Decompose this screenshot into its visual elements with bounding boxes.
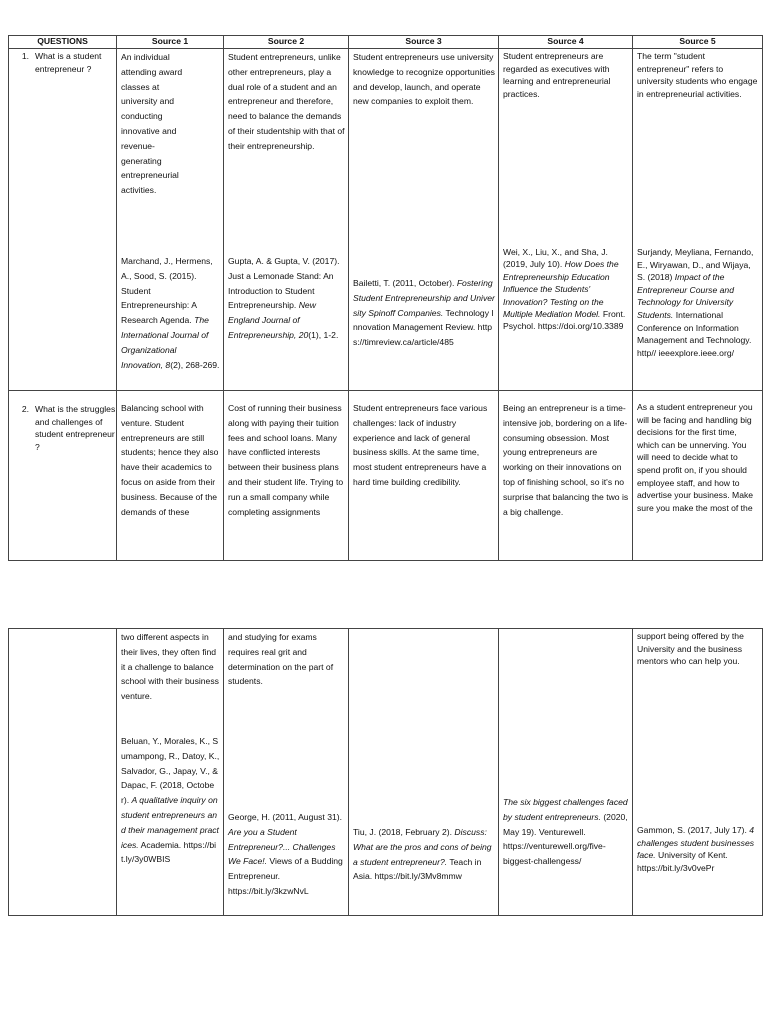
q2-source-3-cell: [349, 391, 499, 561]
q2-cont-source-3-cell: [349, 629, 499, 916]
q2-source-5-reference: Gammon, S. (2017, July 17). 4 challenges student businesses face. University of Kent. https://bit.ly/3v0vePr: [637, 825, 755, 873]
question-1-number: 1.: [21, 51, 29, 61]
q2-cont-source-2-text: and studying for exams requires real grit and determination on the part of students.: [228, 632, 334, 687]
q1-source-4-reference: Wei, X., Liu, X., and Sha, J. (2019, July 10). How Does the Entrepreneurship Education Influence the Students' Innovation? Testing on the Multiple Mediation Model. Front. Psychol. https://doi.org/10.3389: [503, 247, 626, 332]
q1-source-5-answer: The term "student entrepreneur" refers to university students who engage in entrepreneurial activities.: [637, 51, 758, 99]
q1-source-4-cell: [499, 49, 633, 391]
q1-source-4-answer: Student entrepreneurs are regarded as executives with learning and entrepreneurial practices.: [503, 51, 611, 99]
question-1-row: [9, 49, 763, 391]
q1-source-1-answer: An individual attending award classes at university and conducting innovative and revenue-generating entrepreneurial activities.: [121, 52, 183, 196]
header-source-2: Source 2: [224, 36, 349, 49]
q2-source-1-answer: Balancing school with venture. Student entrepreneurs are still students; hence they also have their academics to focus on aside from their business. Because of the demands of these: [121, 403, 219, 517]
header-questions: QUESTIONS: [9, 36, 117, 49]
question-2-number: 2.: [21, 404, 29, 414]
q2-cont-source-4-cell: [499, 629, 633, 916]
q2-source-2-cell: [224, 391, 349, 561]
question-2-row: [9, 391, 763, 561]
q2-source-1-reference: Beluan, Y., Morales, K., Sumampong, R., Datoy, K., Salvador, G., Japay, V., & Dapac, F. (2018, October). A qualitative inquiry on student entrepreneurs and their management practices. Academia. https://bit.ly/3y0WBIS: [121, 736, 220, 865]
q1-source-1-cell: [117, 49, 224, 391]
q1-source-2-reference: Gupta, A. & Gupta, V. (2017). Just a Lemonade Stand: An Introduction to Student Entrepreneurship. New England Journal of Entrepreneurship, 20(1), 1-2.: [228, 256, 340, 340]
q2-source-5-cell: [633, 391, 763, 561]
q2-cont-source-5-text: support being offered by the University and the business mentors who can help you.: [637, 631, 744, 667]
q2-source-1-cell: [117, 391, 224, 561]
q2-source-4-reference: The six biggest challenges faced by student entrepreneurs. (2020, May 19). Venturewell. https://venturewell.org/five-biggest-challengess/: [503, 797, 628, 867]
question-2-cell: [9, 391, 117, 561]
q1-source-2-answer: Student entrepreneurs, unlike other entrepreneurs, play a dual role of a student and an entrepreneur and therefore, need to balance the demands of their studentship with that of their entrepreneurship.: [228, 52, 345, 151]
q2-source-2-answer: Cost of running their business along with paying their tuition fees and school loans. Many have conflicted interests between their business plans and their student life. Trying to run a small company while completing assignments: [228, 403, 344, 517]
header-source-3: Source 3: [349, 36, 499, 49]
question-2-continued-row: [9, 629, 763, 916]
q1-source-5-cell: [633, 49, 763, 391]
q2-source-2-reference: George, H. (2011, August 31). Are you a Student Entrepreneur?... Challenges We Face!. Views of a Budding Entrepreneur. https://bit.ly/3kzwNvL: [228, 812, 343, 896]
header-source-5: Source 5: [633, 36, 763, 49]
q2-source-4-answer: Being an entrepreneur is a time-intensive job, bordering on a life-consuming obsession. Most young entrepreneurs are working on their innovations on top of finishing school, so it's no surprise that balancing the two is a big challenge.: [503, 403, 629, 517]
q1-source-3-reference: Bailetti, T. (2011, October). Fostering Student Entrepreneurship and University Spinoff Companies. Technology Innovation Management Review. https://timreview.ca/article/485: [353, 278, 495, 348]
sources-table-page-2: [8, 628, 763, 916]
header-source-4: Source 4: [499, 36, 633, 49]
q2-source-3-reference: Tiu, J. (2018, February 2). Discuss: What are the pros and cons of being a student entrepreneur?. Teach in Asia. https://bit.ly/3Mv8mmw: [353, 827, 492, 882]
question-2-text: What is the struggles and challenges of student entrepreneur ?: [35, 404, 116, 452]
q2-cont-source-1-cell: [117, 629, 224, 916]
q1-source-1-reference: Marchand, J., Hermens, A., Sood, S. (2015). Student Entrepreneurship: A Research Agenda. The International Journal of Organizational Innovation, 8(2), 268-269.: [121, 256, 220, 370]
header-row: [9, 36, 763, 49]
question-1-text: What is a student entrepreneur ?: [35, 51, 102, 74]
q1-source-5-reference: Surjandy, Meyliana, Fernando, E., Wiryawan, D., and Wijaya, S. (2018) Impact of the Entrepreneur Course and Technology for University Students. International Conference on Information Management and Technology. http// ieeexplore.ieee.org/: [637, 247, 754, 358]
q2-cont-source-2-cell: [224, 629, 349, 916]
header-source-1: Source 1: [117, 36, 224, 49]
q2-source-4-cell: [499, 391, 633, 561]
q2-cont-question-cell: [9, 629, 117, 916]
sources-table-page-1: [8, 35, 763, 561]
q1-source-2-cell: [224, 49, 349, 391]
q2-source-3-answer: Student entrepreneurs face various challenges: lack of industry experience and lack of general business skills. At the same time, most student entrepreneurs have a hard time building credibility.: [353, 403, 488, 487]
q1-source-3-cell: [349, 49, 499, 391]
q1-source-3-answer: Student entrepreneurs use university knowledge to recognize opportunities and develop, launch, and operate new companies to exploit them.: [353, 52, 495, 107]
q2-cont-source-1-text: two different aspects in their lives, they often find it a challenge to balance school with their business venture.: [121, 632, 219, 702]
q2-source-5-answer: As a student entrepreneur you will be facing and handling big decisions for the first time, which can be unnerving. You will need to decide what to spend profit on, if you should employee staff, and how to advertise your business. Make sure you make the most of the: [637, 402, 754, 513]
question-1-cell: [9, 49, 117, 391]
q2-cont-source-5-cell: [633, 629, 763, 916]
